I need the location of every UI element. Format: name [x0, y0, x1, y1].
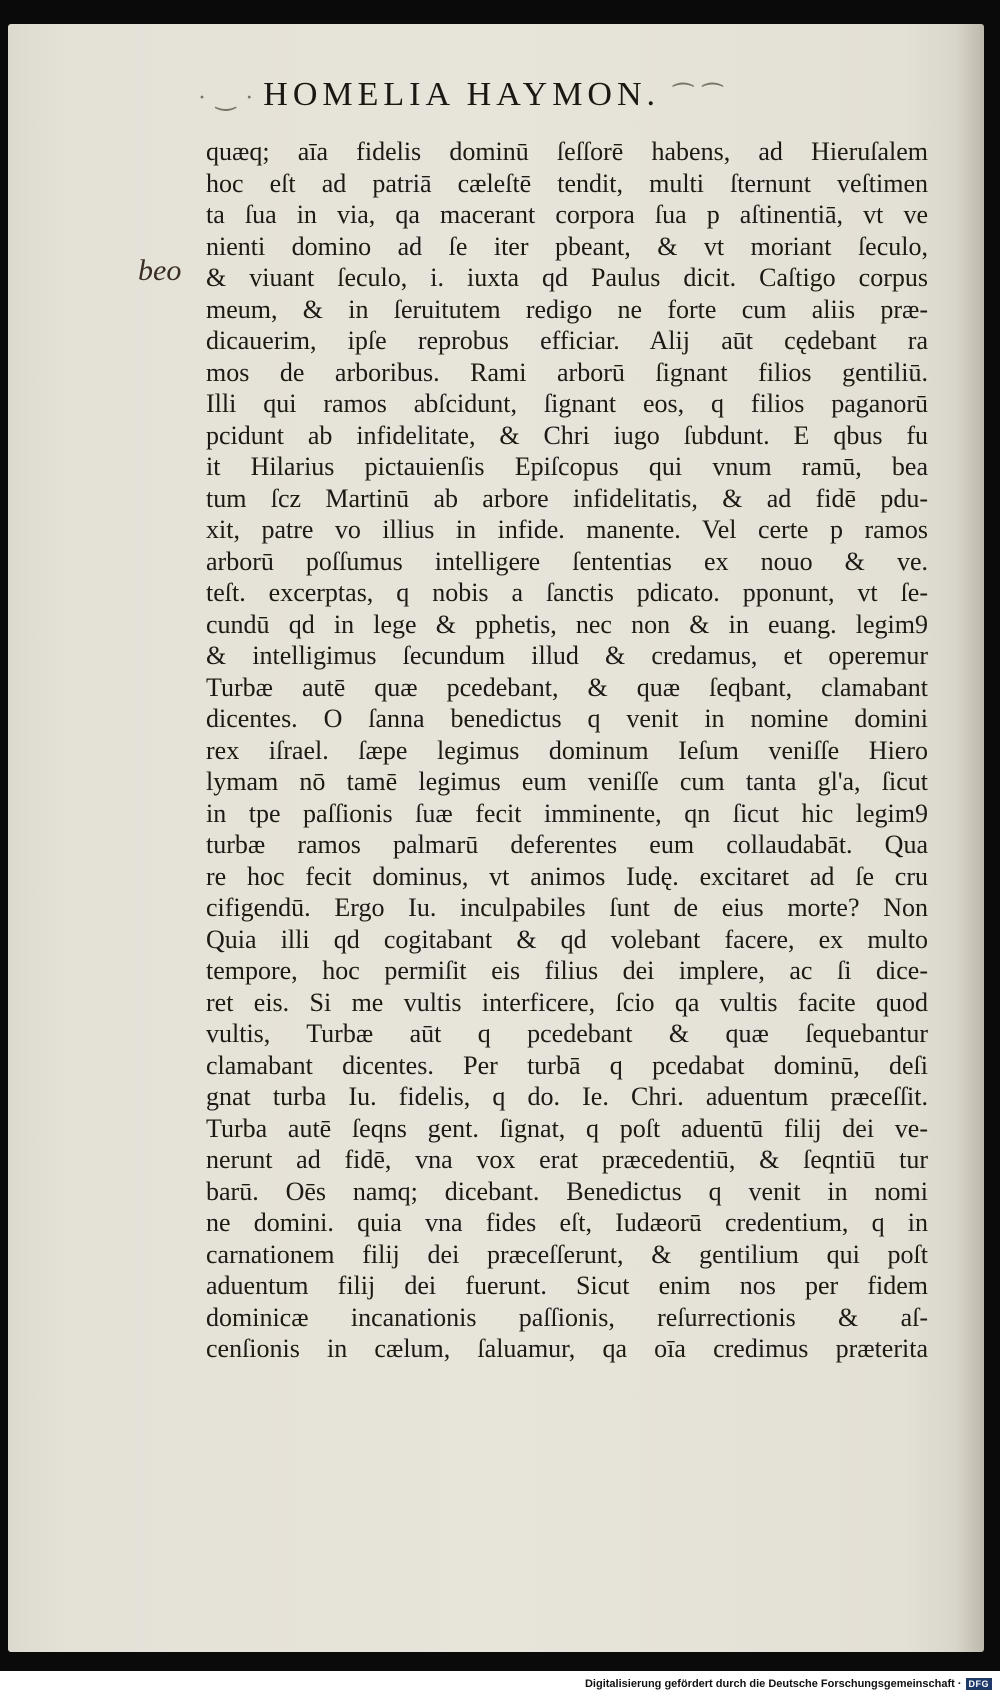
text-line: mos de arboribus. Rami arborū ſignant filios gentiliū.: [206, 357, 928, 387]
dfg-logo: DFG: [966, 1678, 993, 1690]
text-line: re hoc fecit dominus, vt animos Iudę. excitaret ad ſe cru: [206, 861, 928, 891]
ornament-right: ⁀ ⁀: [673, 85, 725, 111]
text-line: Quia illi qd cogitabant & qd volebant facere, ex multo: [206, 924, 928, 954]
text-line: nienti domino ad ſe iter pbeant, & vt moriant ſeculo,: [206, 231, 928, 261]
text-line: ta ſua in via, qa macerant corpora ſua p aſtinentiā, vt ve: [206, 200, 928, 229]
text-line: meum, & in ſeruitutem redigo ne forte cum aliis præ-: [206, 294, 928, 324]
text-line: cifigendū. Ergo Iu. inculpabiles ſunt de eius morte? Non: [206, 893, 928, 922]
running-head: [198, 76, 918, 114]
text-line: carnationem filij dei præceſſerunt, & gentilium qui poſt: [206, 1239, 928, 1269]
text-line: gnat turba Iu. fidelis, q do. Ie. Chri. aduentum præceſſit.: [206, 1082, 928, 1111]
running-head-title: HOMELIA HAYMON.: [263, 76, 661, 113]
book-page: [8, 24, 984, 1652]
footer-credit: [585, 1678, 992, 1690]
text-line: teſt. excerptas, q nobis a ſanctis pdicato. pponunt, vt ſe-: [206, 578, 928, 607]
text-line: & intelligimus ſecundum illud & credamus, et operemur: [206, 641, 928, 670]
text-line: xit, patre vo illius in infide. manente. Vel certe p ramos: [206, 515, 928, 544]
text-line: hoc eſt ad patriā cæleſtē tendit, multi ſternunt veſtimen: [206, 168, 928, 198]
text-block: [206, 136, 928, 1365]
text-line: it Hilarius pictauienſis Epiſcopus qui vnum ramū, bea: [206, 452, 928, 481]
text-line: dicauerim, ipſe reprobus efficiar. Alij aūt cędebant ra: [206, 326, 928, 355]
text-line: cenſionis in cælum, ſaluamur, qa oīa credimus præterita: [206, 1334, 928, 1363]
footer-text: Digitalisierung gefördert durch die Deutsche Forschungsgemeinschaft ·: [584, 1678, 962, 1690]
text-line: clamabant dicentes. Per turbā q pcedabat dominū, deſi: [206, 1050, 928, 1080]
text-line: in tpe paſſionis ſuæ fecit imminente, qn ſicut hic legim9: [206, 798, 928, 828]
text-line: aduentum filij dei fuerunt. Sicut enim nos per fidem: [206, 1271, 928, 1300]
ornament-left: · ‿ ·: [198, 85, 264, 111]
text-line: tum ſcz Martinū ab arbore infidelitatis, & ad fidē pdu-: [206, 483, 928, 513]
text-line: cundū qd in lege & pphetis, nec non & in euang. legim9: [206, 609, 928, 639]
text-line: turbæ ramos palmarū deferentes eum collaudabāt. Qua: [206, 830, 928, 859]
text-line: lymam nō tamē legimus eum veniſſe cum tanta gl'a, ſicut: [206, 767, 928, 796]
margin-note: beo: [138, 254, 182, 287]
text-line: tempore, hoc permiſit eis filius dei implere, ac ſi dice-: [206, 956, 928, 985]
footer-bar: [0, 1671, 1000, 1693]
text-line: barū. Oēs namq; dicebant. Benedictus q venit in nomi: [206, 1176, 928, 1206]
text-line: pcidunt ab infidelitate, & Chri iugo ſubdunt. E qbus fu: [206, 420, 928, 450]
text-line: & viuant ſeculo, i. iuxta qd Paulus dicit. Caſtigo corpus: [206, 263, 928, 292]
text-line: nerunt ad fidē, vna vox erat præcedentiū, & ſeqntiū tur: [206, 1145, 928, 1174]
text-line: Illi qui ramos abſcidunt, ſignant eos, q filios paganorū: [206, 389, 928, 418]
text-line: dominicæ incanationis paſſionis, reſurrectionis & aſ-: [206, 1302, 928, 1332]
text-line: dicentes. O ſanna benedictus q venit in nomine domini: [206, 704, 928, 733]
text-line: Turbæ autē quæ pcedebant, & quæ ſeqbant, clamabant: [206, 672, 928, 702]
text-line: arborū poſſumus intelligere ſententias ex nouo & ve.: [206, 546, 928, 576]
text-line: ret eis. Si me vultis interficere, ſcio qa vultis facite quod: [206, 987, 928, 1017]
text-line: quæq; aīa fidelis dominū ſeſſorē habens, ad Hieruſalem: [206, 137, 928, 166]
text-line: Turba autē ſeqns gent. ſignat, q poſt aduentū filij dei ve-: [206, 1113, 928, 1143]
text-line: vultis, Turbæ aūt q pcedebant & quæ ſequebantur: [206, 1019, 928, 1048]
text-line: rex iſrael. ſæpe legimus dominum Ieſum veniſſe Hiero: [206, 735, 928, 765]
text-line: ne domini. quia vna fides eſt, Iudæorū credentium, q in: [206, 1208, 928, 1237]
